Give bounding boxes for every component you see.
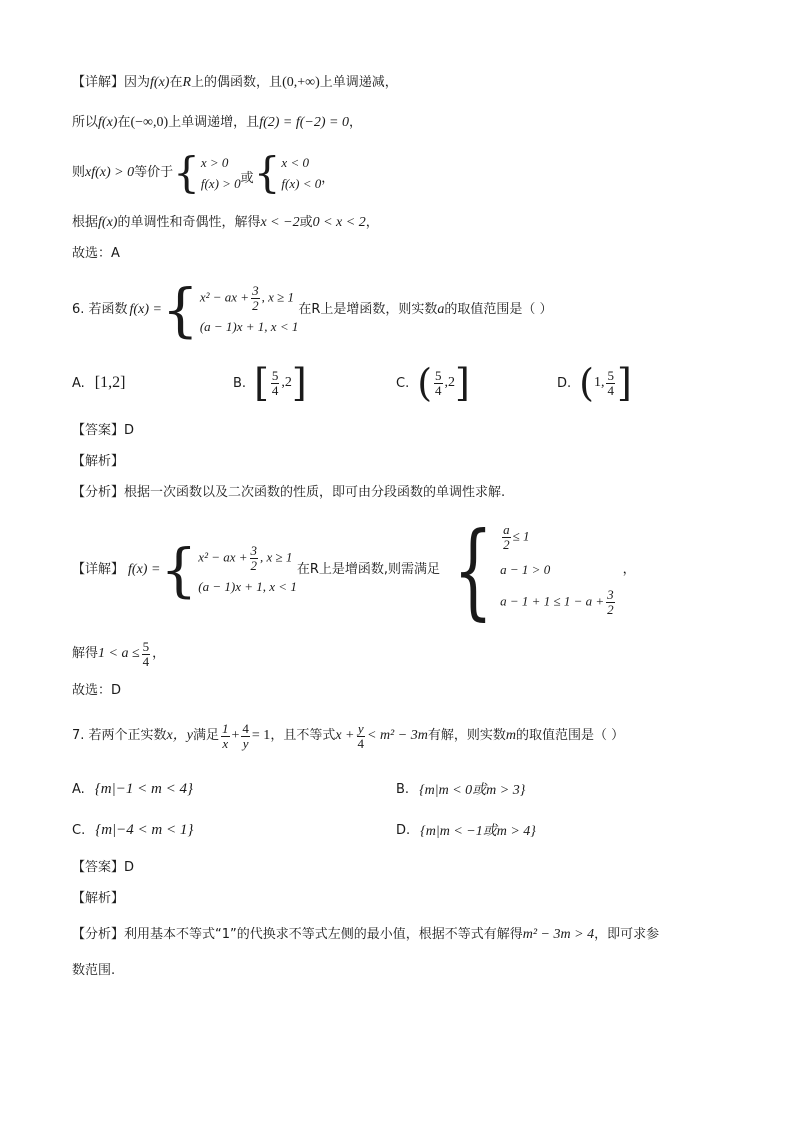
frac-num: 3 [250, 542, 258, 558]
left-brace-icon: { [453, 509, 493, 631]
frac-num: 1 [222, 720, 229, 736]
case-line: , x ≥ 1 [261, 289, 294, 305]
math-equation: = 1 [251, 728, 271, 743]
detail-line-1 [72, 74, 398, 92]
text: 【分析】利用基本不等式“1”的代换求不等式左侧的最小值，根据不等式有解得 [72, 927, 523, 942]
frac-num: 5 [142, 638, 150, 654]
math-interval: (−∞,0) [130, 115, 169, 130]
option-value: {m|m < 0或m > 3} [419, 783, 526, 798]
option-value: {m|−1 < m < 4} [94, 780, 193, 797]
text: 上的偶函数，且 [191, 75, 283, 90]
text: 所以 [72, 115, 99, 130]
frac-num: 3 [607, 587, 614, 603]
option-b[interactable]: B. [ $\frac{5}{4}$ ,2 ] [233, 361, 307, 405]
option-value: {m|−4 < m < 1} [95, 821, 194, 838]
analysis-head-7: 【解析】 [72, 891, 125, 906]
option-label: C. [396, 375, 410, 391]
choose-line: 故选：A [72, 246, 120, 261]
detail-text: ， [622, 562, 636, 577]
math-fx: f(x) [150, 75, 170, 90]
question-prefix: 7. 若两个正实数 [72, 728, 167, 743]
detail-line-4 [72, 214, 379, 232]
option-value: ,2 [281, 375, 292, 390]
frac-num: y [357, 720, 364, 736]
condition-line: a − 1 + 1 ≤ 1 − a + [500, 593, 605, 609]
question-6 [72, 276, 553, 344]
math-expr: x + [335, 728, 355, 743]
option-b[interactable] [396, 777, 525, 801]
frac-num: 5 [607, 367, 614, 383]
text: 的单调性和奇偶性，解得 [117, 215, 261, 230]
case-line: x² − ax + [199, 289, 250, 305]
detail-label: 【详解】 [72, 75, 125, 90]
frac-den: 2 [250, 557, 258, 573]
analysis-6: 【分析】根据一次函数以及二次函数的性质，即可由分段函数的单调性求解. [72, 485, 506, 500]
option-label: A. [72, 375, 85, 391]
frac-den: 2 [503, 536, 510, 552]
text: 在 [169, 75, 183, 90]
math-var: x，y [166, 728, 193, 743]
frac-num: 4 [242, 720, 249, 736]
case-line: f(x) > 0 [200, 175, 241, 191]
left-brace-icon: { [160, 536, 198, 604]
choose-6: 故选：D [72, 683, 122, 698]
frac-num: a [503, 521, 510, 537]
option-label: B. [396, 781, 410, 797]
frac-den: 4 [435, 382, 442, 398]
option-d[interactable] [396, 818, 536, 842]
frac-den: x [222, 735, 229, 751]
text: 或 [299, 215, 313, 230]
math-fx: f(x) = [129, 302, 162, 317]
option-label: D. [396, 822, 411, 838]
piecewise [161, 276, 299, 344]
option-value: {m|m < −1或m > 4} [420, 824, 536, 839]
option-label: B. [233, 375, 247, 391]
case-line: (a − 1)x + 1, x < 1 [199, 319, 299, 335]
text: 上单调递增，且 [168, 115, 260, 130]
question-text: ，且不等式 [270, 728, 336, 743]
math-fx: f(x) = [128, 562, 161, 577]
text: ，即可求参 [594, 927, 660, 942]
option-a[interactable] [72, 777, 193, 801]
solve-6 [72, 636, 165, 672]
case-line: f(x) < 0 [281, 175, 322, 191]
math-inequality: xf(x) > 0 [85, 165, 135, 180]
frac-den: y [242, 735, 249, 751]
frac-den: 4 [607, 382, 614, 398]
left-brace-icon: { [161, 276, 199, 344]
text: ， [348, 115, 362, 130]
condition-line: a − 1 > 0 [500, 561, 551, 577]
option-a[interactable] [72, 363, 125, 403]
detail-line-2 [72, 114, 362, 132]
option-d[interactable]: D. ( 1, $\frac{5}{4}$ ] [557, 361, 632, 405]
option-value: [1,2] [94, 374, 126, 391]
frac-den: 2 [607, 602, 614, 618]
math-fx: f(x) [98, 115, 118, 130]
text: 在 [117, 115, 131, 130]
case-line: (a − 1)x + 1, x < 1 [198, 579, 297, 595]
analysis-7-line-1 [72, 926, 659, 944]
question-text: 的取值范围是（ ） [515, 728, 625, 743]
analysis-head-6: 【解析】 [72, 454, 125, 469]
piecewise [160, 536, 297, 604]
frac-num: 5 [435, 367, 442, 383]
option-value: ,2 [444, 375, 456, 390]
left-brace-icon: { [173, 148, 200, 197]
text: 则 [72, 165, 86, 180]
detail-text: 在R上是增函数,则需满足 [296, 562, 440, 577]
question-text: 在R上是增函数，则实数 [298, 302, 438, 317]
detail-label: 【详解】 [72, 562, 125, 577]
text: 等价于 [134, 165, 174, 180]
question-text: 的取值范围是（ ） [444, 302, 553, 317]
math-interval: (0,+∞) [282, 75, 320, 90]
frac-num: 5 [271, 367, 279, 383]
frac-den: 4 [271, 382, 279, 398]
math-inequality: 1 < a ≤ [98, 646, 140, 661]
text: ， [365, 215, 379, 230]
left-brace-icon: { [253, 148, 281, 197]
option-c[interactable]: C. ( $\frac{5}{4}$ ,2 ] [396, 361, 470, 405]
case-line: x > 0 [200, 154, 229, 170]
math-var: a [437, 302, 445, 317]
text: 或 [240, 171, 254, 186]
math-inequality: x < −2 [260, 215, 300, 230]
math-fx: f(x) [98, 215, 118, 230]
case-line: x < 0 [281, 154, 309, 170]
text: ， [321, 171, 335, 186]
option-label: C. [72, 822, 86, 838]
text: 解得 [72, 646, 99, 661]
condition-line: ≤ 1 [512, 528, 530, 544]
question-prefix: 6. 若函数 [72, 302, 128, 317]
cases-2 [253, 148, 322, 197]
text: 因为 [124, 75, 151, 90]
answer-6: 【答案】D [72, 423, 135, 438]
math-equation: f(2) = f(−2) = 0 [259, 115, 349, 130]
detail-line-3 [72, 150, 334, 196]
case-line: x² − ax + [198, 549, 248, 565]
option-c[interactable] [72, 818, 193, 842]
text: 根据 [72, 215, 99, 230]
answer-7: 【答案】D [72, 860, 135, 875]
case-line: , x ≥ 1 [260, 549, 293, 565]
math-inequality: 0 < x < 2 [312, 215, 366, 230]
text: 上单调递减， [319, 75, 398, 90]
option-label: A. [72, 781, 85, 797]
option-value: 1, [593, 375, 605, 390]
math-r: R [182, 75, 192, 90]
conditions [440, 509, 617, 631]
option-label: D. [557, 375, 572, 391]
frac-den: 4 [142, 653, 150, 669]
question-text: 满足 [192, 728, 219, 743]
frac-den: 2 [252, 297, 259, 313]
math-inequality: m² − 3m > 4 [522, 927, 595, 942]
cases-1 [173, 148, 241, 197]
analysis-7-line-2: 数范围. [72, 963, 116, 978]
math-inequality: < m² − 3m [367, 728, 428, 743]
detail-6 [72, 509, 636, 631]
frac-num: 3 [252, 282, 259, 298]
math-var: m [505, 728, 516, 743]
math-op: + [231, 728, 240, 743]
question-7 [72, 718, 624, 754]
question-text: 有解，则实数 [427, 728, 506, 743]
text: ， [152, 646, 166, 661]
frac-den: 4 [357, 735, 364, 751]
